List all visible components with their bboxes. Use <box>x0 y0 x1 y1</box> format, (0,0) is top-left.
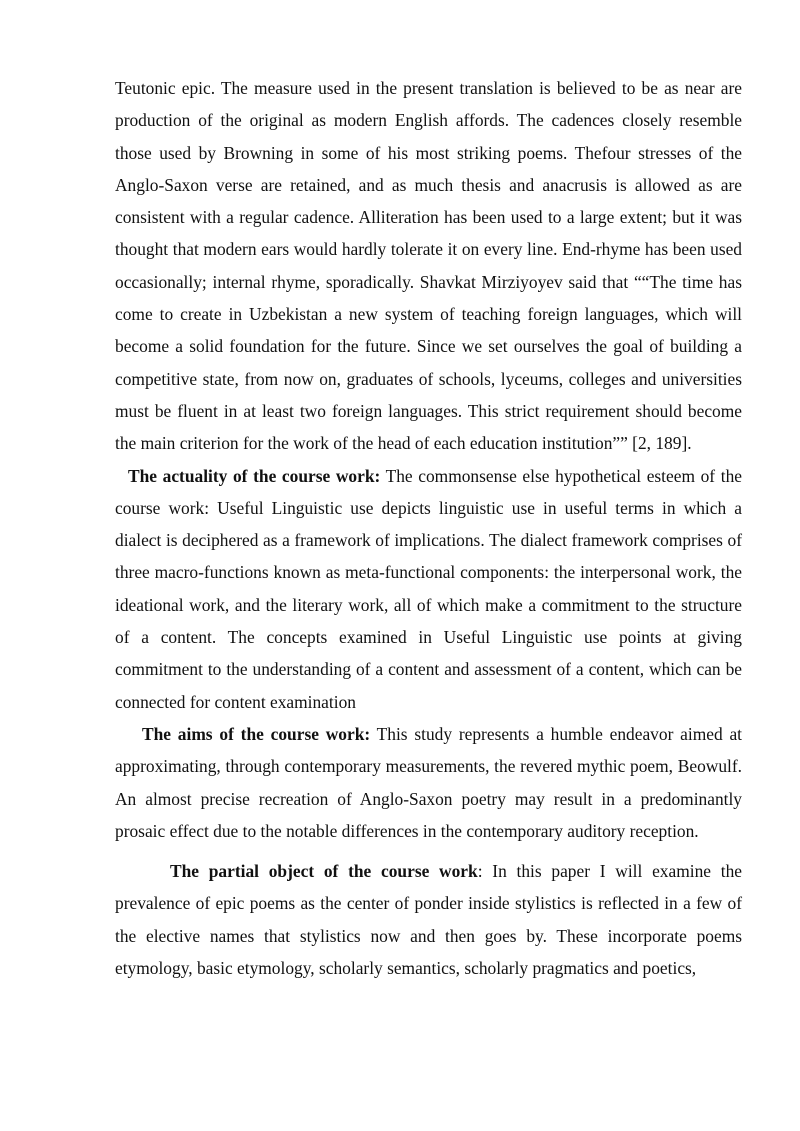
actuality-heading: The actuality of the course work: <box>128 465 381 486</box>
intro-paragraph-text: Teutonic epic. The measure used in the present translation is believed to be as near are production of the original as modern English affords. The cadences closely resemble those used by Browning in some of his most striking poems. Thefour stresses of the Anglo-Saxon verse are retained, and as much thesis and anacrusis is allowed as are consistent with a regular cadence. Alliteration has been used to a large extent; but it was thought that modern ears would hardly tolerate it on every line. End-rhyme has been used occasionally; internal rhyme, sporadically. Shavkat Mirziyoyev said that ““The time has come to create in Uzbekistan a new system of teaching foreign languages, which will become a solid foundation for the future. Since we set ourselves the goal of building a competitive state, from now on, graduates of schools, lyceums, colleges and universities must be fluent in at least two foreign languages. This strict requirement should become the main criterion for the work of the head of each education institution”” [2, 189]. <box>115 78 742 454</box>
actuality-paragraph-text: The commonsense else hypothetical esteem of the course work: Useful Linguistic use depicts linguistic use in useful terms in which a dialect is deciphered as a framework of implications. The dialect framework comprises of three macro-functions known as meta-functional components: the interpersonal work, the ideational work, and the literary work, all of which make a commitment to the structure of a content. The concepts examined in Useful Linguistic use points at giving commitment to the understanding of a content and assessment of a content, which can be connected for content examination <box>115 465 742 712</box>
aims-heading: The aims of the course work: <box>142 723 371 744</box>
intro-paragraph <box>115 72 742 460</box>
actuality-paragraph <box>115 460 742 718</box>
aims-paragraph-text: This study represents a humble endeavor aimed at approximating, through contemporary measurements, the revered mythic poem, Beowulf. An almost precise recreation of Anglo-Saxon poetry may result in a predominantly prosaic effect due to the notable differences in the contemporary auditory reception. <box>115 723 742 841</box>
document-page <box>115 72 742 984</box>
partial-object-paragraph-text: : In this paper I will examine the prevalence of epic poems as the center of ponder inside stylistics is reflected in a few of the elective names that stylistics now and then goes by. These incorporate poems etymology, basic etymology, scholarly semantics, scholarly pragmatics and poetics, <box>115 861 742 979</box>
partial-object-paragraph <box>115 855 742 984</box>
aims-paragraph <box>115 718 742 847</box>
partial-object-heading: The partial object of the course work <box>170 861 478 882</box>
